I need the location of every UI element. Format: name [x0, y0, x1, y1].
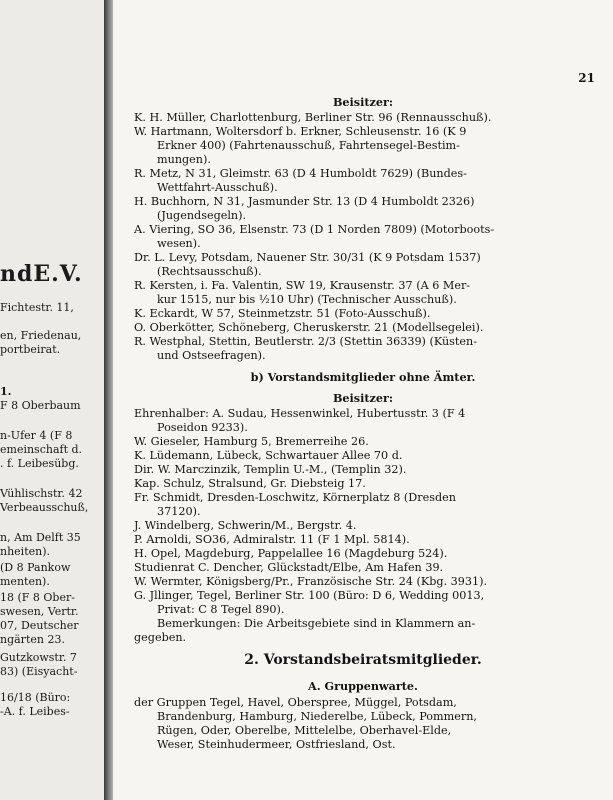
entry-line: mungen).: [157, 153, 211, 166]
gruppen-line: Weser, Steinhudermeer, Ostfriesland, Ost.: [157, 738, 396, 751]
left-line: Verbeausschuß,: [0, 501, 89, 514]
entry-line: A. Viering, SO 36, Elsenstr. 73 (D 1 Norden 7809) (Motorboots-: [134, 223, 495, 236]
entry-line: wesen).: [157, 237, 201, 250]
entry-line: W. Hartmann, Woltersdorf b. Erkner, Schleusenstr. 16 (K 9: [134, 125, 467, 138]
entry-line: H. Buchhorn, N 31, Jasmunder Str. 13 (D 4 Humboldt 2326): [134, 195, 475, 208]
left-line: 16/18 (Büro:: [0, 691, 71, 704]
gruppen-line: Rügen, Oder, Oberelbe, Mittelelbe, Oberhavel-Elde,: [157, 724, 452, 737]
entry-line: K. Lüdemann, Lübeck, Schwartauer Allee 70 d.: [134, 449, 403, 462]
left-line: 83) (Eisyacht-: [0, 665, 78, 678]
entry-line: R. Kersten, i. Fa. Valentin, SW 19, Krausenstr. 37 (A 6 Mer-: [134, 279, 471, 292]
entry-line: gegeben.: [134, 631, 187, 644]
left-line: menten).: [0, 575, 50, 588]
section-2-heading: 2. Vorstandsbeiratsmitglieder.: [244, 652, 482, 668]
entry-line: Wettfahrt-Ausschuß).: [157, 181, 278, 194]
entry-line: W. Gieseler, Hamburg 5, Bremerreihe 26.: [134, 435, 369, 448]
gruppen-line: der Gruppen Tegel, Havel, Oberspree, Müggel, Potsdam,: [134, 696, 457, 709]
entry-line: Studienrat C. Dencher, Glückstadt/Elbe, Am Hafen 39.: [134, 561, 444, 574]
entry-line: Kap. Schulz, Stralsund, Gr. Diebsteig 17.: [134, 477, 366, 490]
left-line: portbeirat.: [0, 343, 61, 356]
entry-line: Erkner 400) (Fahrtenausschuß, Fahrtensegel-Bestim-: [157, 139, 460, 152]
entry-line: Poseidon 9233).: [157, 421, 248, 434]
entry-line: H. Opel, Magdeburg, Pappelallee 16 (Magdeburg 524).: [134, 547, 448, 560]
left-line: 07, Deutscher: [0, 619, 79, 632]
entry-line: Ehrenhalber: A. Sudau, Hessenwinkel, Hubertusstr. 3 (F 4: [134, 407, 466, 420]
entry-line: kur 1515, nur bis ½10 Uhr) (Technischer Ausschuß).: [157, 293, 457, 306]
left-line: en, Friedenau,: [0, 329, 82, 342]
page-number: 21: [578, 71, 595, 85]
entry-line: Bemerkungen: Die Arbeitsgebiete sind in Klammern an-: [157, 617, 476, 630]
entry-line: R. Westphal, Stettin, Beutlerstr. 2/3 (Stettin 36339) (Küsten-: [134, 335, 478, 348]
left-line: n, Am Delft 35: [0, 531, 81, 544]
left-line: swesen, Vertr.: [0, 605, 79, 618]
left-line: 1.: [0, 385, 12, 398]
left-line: (D 8 Pankow: [0, 561, 71, 574]
gruppen-line: Brandenburg, Hamburg, Niederelbe, Lübeck, Pommern,: [157, 710, 477, 723]
entry-line: (Jugendsegeln).: [157, 209, 247, 222]
left-line: 18 (F 8 Ober-: [0, 591, 75, 604]
entry-line: O. Oberkötter, Schöneberg, Cheruskerstr. 21 (Modellsegelei).: [134, 321, 484, 334]
left-line: ngärten 23.: [0, 633, 65, 646]
entry-line: J. Windelberg, Schwerin/M., Bergstr. 4.: [134, 519, 357, 532]
entry-line: 37120).: [157, 505, 201, 518]
entry-line: R. Metz, N 31, Gleimstr. 63 (D 4 Humboldt 7629) (Bundes-: [134, 167, 467, 180]
left-line: . f. Leibesübg.: [0, 457, 79, 470]
section-a-heading: A. Gruppenwarte.: [308, 679, 418, 693]
entry-line: Dir. W. Marczinzik, Templin U.-M., (Templin 32).: [134, 463, 407, 476]
entry-line: Privat: C 8 Tegel 890).: [157, 603, 285, 616]
heading-beisitzer: Beisitzer:: [332, 391, 394, 405]
entry-line: K. H. Müller, Charlottenburg, Berliner Str. 96 (Rennausschuß).: [134, 111, 492, 124]
entry-line: W. Wermter, Königsberg/Pr., Französische Str. 24 (Kbg. 3931).: [134, 575, 488, 588]
right-page: [113, 0, 613, 800]
left-line: n-Ufer 4 (F 8: [0, 429, 73, 442]
section-b-heading: b) Vorstandsmitglieder ohne Ämter.: [250, 370, 476, 384]
entry-line: Dr. L. Levy, Potsdam, Nauener Str. 30/31 (K 9 Potsdam 1537): [134, 251, 481, 264]
left-page: [0, 0, 108, 800]
entry-line: Fr. Schmidt, Dresden-Loschwitz, Körnerplatz 8 (Dresden: [134, 491, 456, 504]
left-line: nheiten).: [0, 545, 50, 558]
left-line: Vühlischstr. 42: [0, 487, 83, 500]
left-line: -A. f. Leibes-: [0, 705, 70, 718]
entry-line: K. Eckardt, W 57, Steinmetzstr. 51 (Foto-Ausschuß).: [134, 307, 431, 320]
left-line: F 8 Oberbaum: [0, 399, 81, 412]
left-line: Fichtestr. 11,: [0, 301, 74, 314]
entry-line: P. Arnoldi, SO36, Admiralstr. 11 (F 1 Mpl. 5814).: [134, 533, 410, 546]
entry-line: und Ostseefragen).: [157, 349, 266, 362]
left-line: emeinschaft d.: [0, 443, 83, 456]
entry-line: (Rechtsausschuß).: [157, 265, 262, 278]
heading-beisitzer: Beisitzer:: [332, 95, 394, 109]
left-line: Gutzkowstr. 7: [0, 651, 77, 664]
left-heading: ndE.V.: [0, 261, 83, 287]
entry-line: G. Jllinger, Tegel, Berliner Str. 100 (Büro: D 6, Wedding 0013,: [134, 589, 485, 602]
